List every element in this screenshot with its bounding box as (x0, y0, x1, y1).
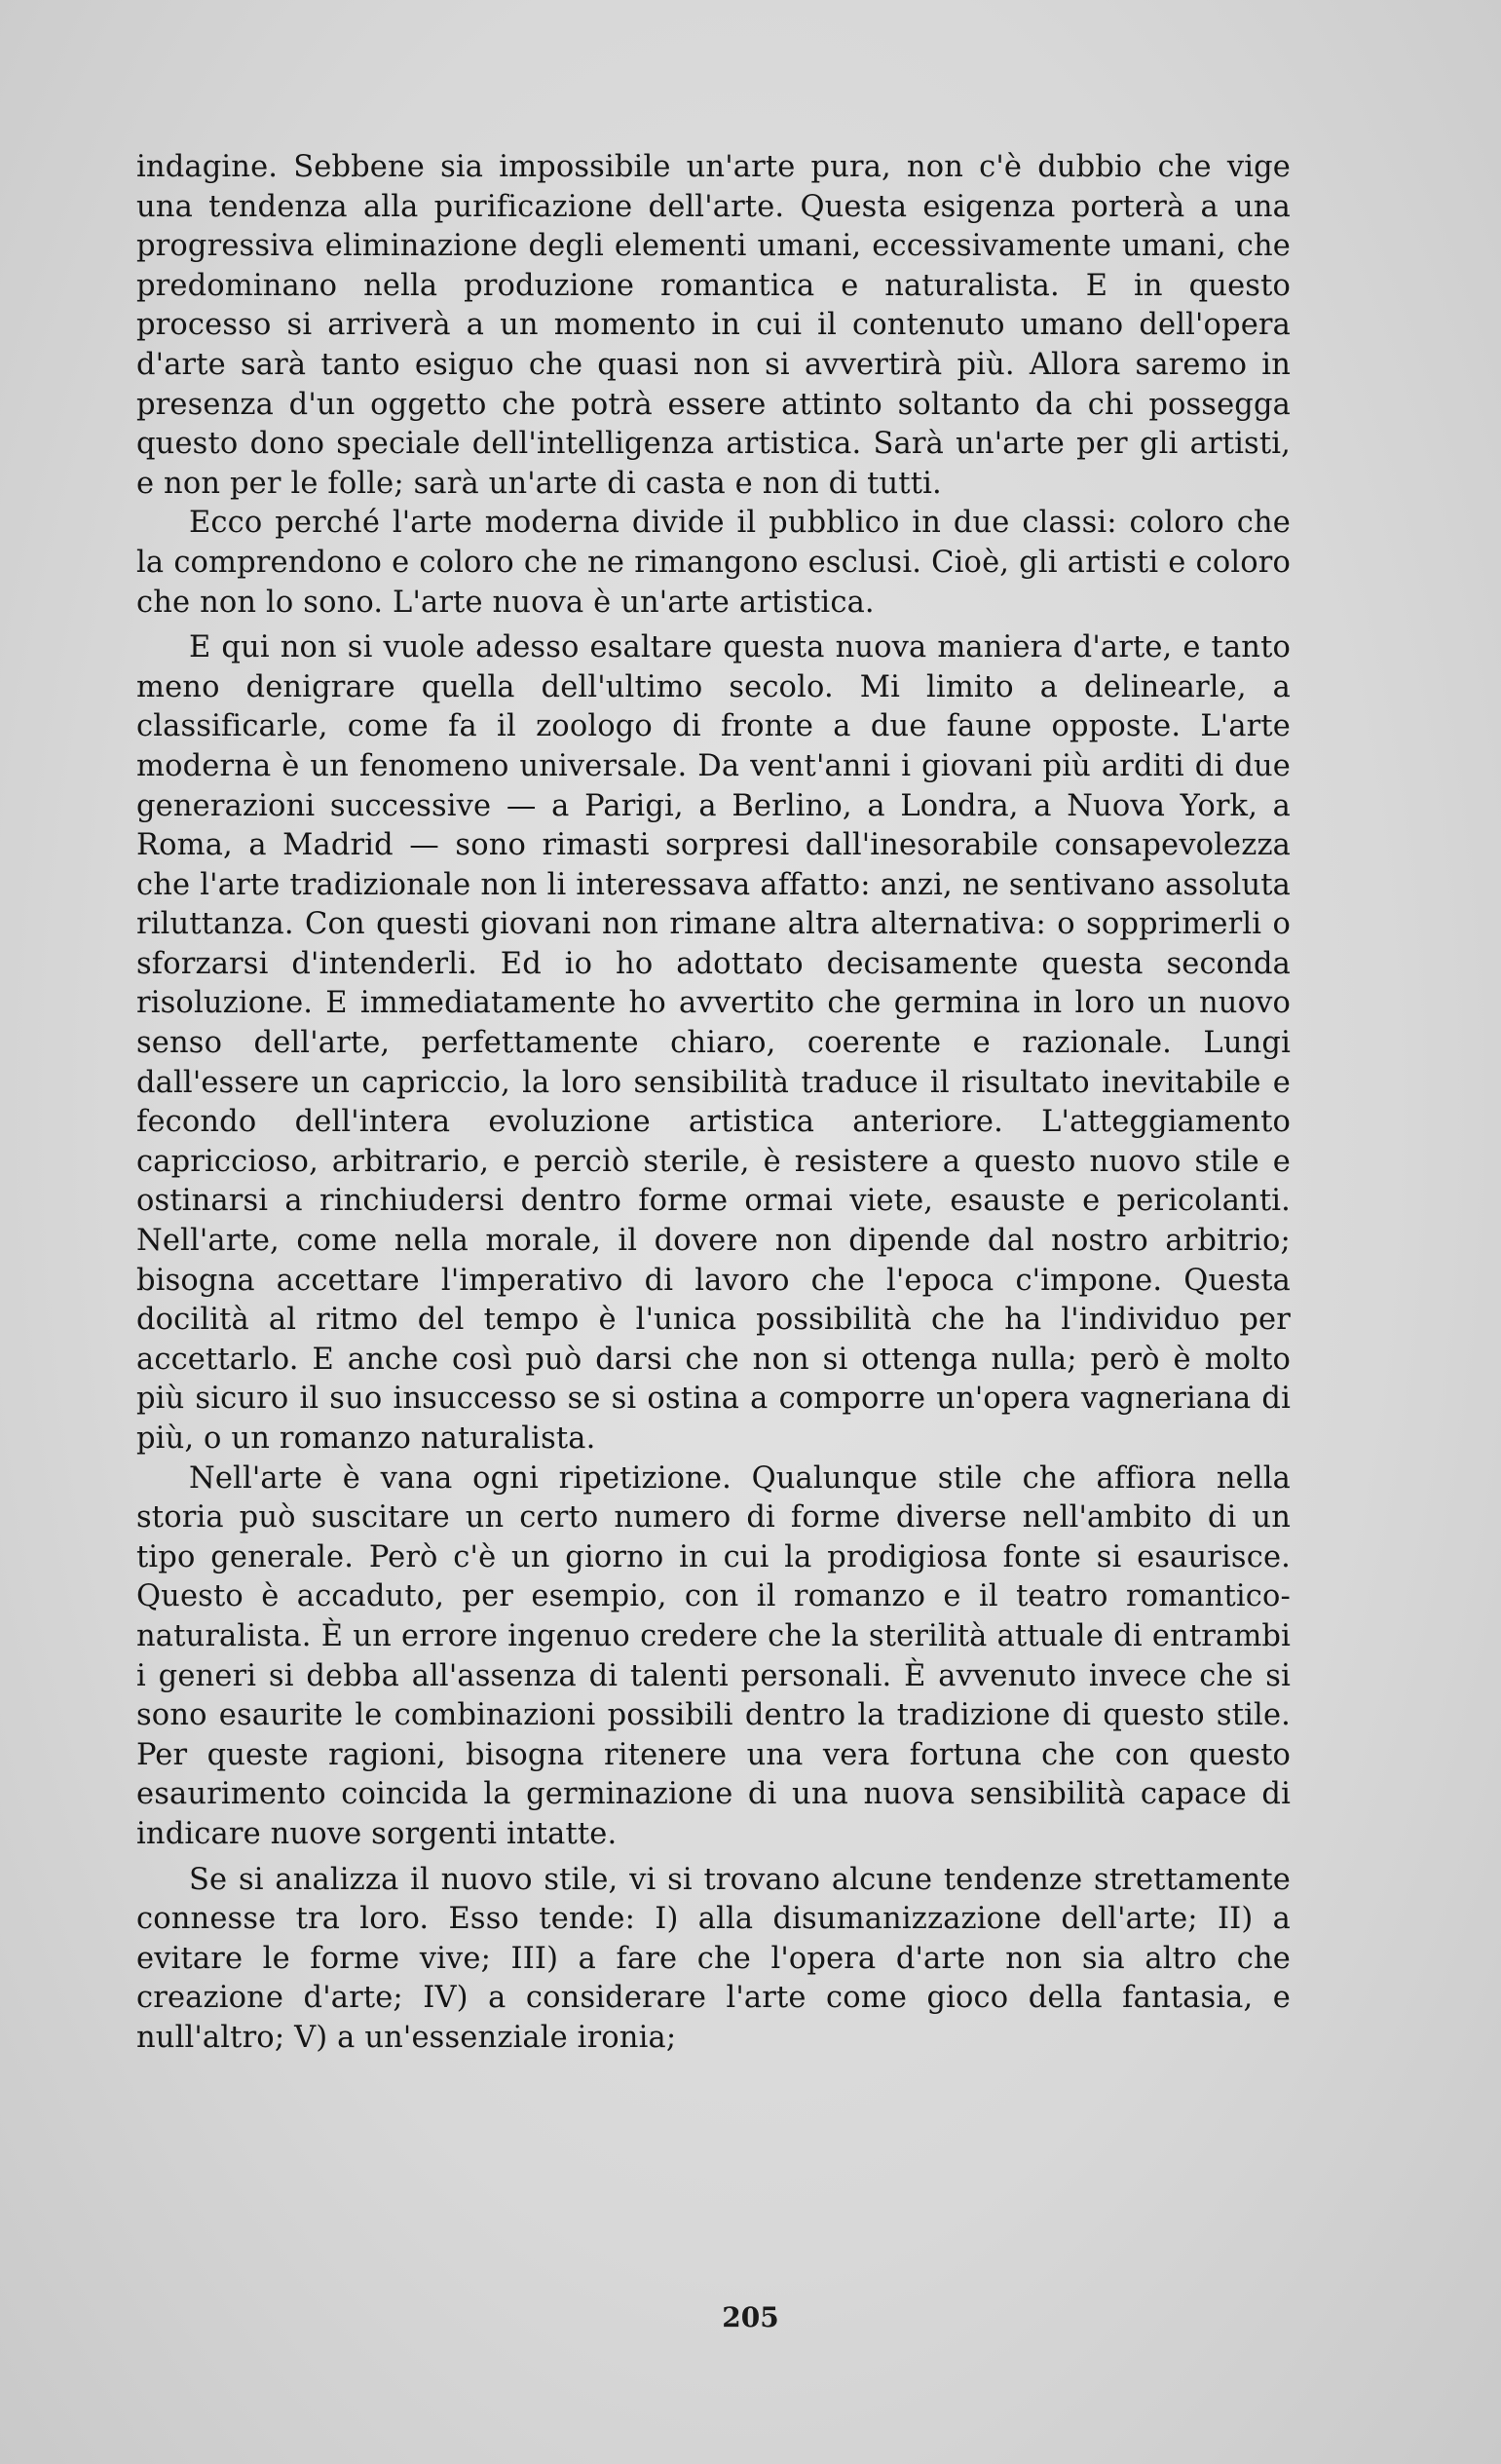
paragraph-3: E qui non si vuole adesso esaltare questa nuova maniera d'arte, e tanto meno denigrare quella dell'ultimo secolo. Mi limito a delinearle, a classificarle, come fa il zoologo di fronte a due faune opposte. L'arte moderna è un fenomeno universale. Da vent'anni i giovani più arditi di due generazioni successive — a Parigi, a Berlino, a Londra, a Nuova York, a Roma, a Madrid — sono rimasti sorpresi dall'inesorabile consapevolezza che l'arte tradizionale non li interessava affatto: anzi, ne sentivano assoluta riluttanza. Con questi giovani non rimane altra alternativa: o sopprimerli o sforzarsi d'intenderli. Ed io ho adottato decisamente questa seconda risoluzione. E immediatamente ho avvertito che germina in loro un nuovo senso dell'arte, perfettamente chiaro, coerente e razionale. Lungi dall'essere un capriccio, la loro sensibilità traduce il risultato inevitabile e fecondo dell'intera evoluzione artistica anteriore. L'atteggiamento capriccioso, arbitrario, e perciò sterile, è resistere a questo nuovo stile e ostinarsi a rinchiudersi dentro forme ormai viete, esauste e pericolanti. Nell'arte, come nella morale, il dovere non dipende dal nostro arbitrio; bisogna accettare l'imperativo di lavoro che l'epoca c'impone. Questa docilità al ritmo del tempo è l'unica possibilità che ha l'individuo per accettarlo. E anche così può darsi che non si ottenga nulla; però è molto più sicuro il suo insuccesso se si ostina a comporre un'opera vagneriana di più, o un romanzo naturalista. (136, 630, 1291, 1456)
paragraph-5: Se si analizza il nuovo stile, vi si trovano alcune tendenze strettamente connesse tra loro. Esso tende: I) alla disumanizzazione dell'arte; II) a evitare le forme vive; III) a fare che l'opera d'arte non sia altro che creazione d'arte; IV) a considerare l'arte come gioco della fantasia, e null'altro; V) a un'essenziale ironia; (136, 1862, 1291, 2055)
paragraph-1: indagine. Sebbene sia impossibile un'arte pura, non c'è dubbio che vige una tendenza alla purificazione dell'arte. Questa esigenza porterà a una progressiva eliminazione degli elementi umani, eccessivamente umani, che predominano nella produzione romantica e naturalista. E in questo processo si arriverà a un momento in cui il contenuto umano dell'opera d'arte sarà tanto esiguo che quasi non si avvertirà più. Allora saremo in presenza d'un oggetto che potrà essere attinto soltanto da chi possegga questo dono speciale dell'intelligenza artistica. Sarà un'arte per gli artisti, e non per le folle; sarà un'arte di casta e non di tutti. (136, 150, 1291, 501)
paragraph-4: Nell'arte è vana ogni ripetizione. Qualunque stile che affiora nella storia può suscitare un certo numero di forme diverse nell'ambito di un tipo generale. Però c'è un giorno in cui la prodigiosa fonte si esaurisce. Questo è accaduto, per esempio, con il romanzo e il teatro romantico-naturalista. È un errore ingenuo credere che la sterilità attuale di entrambi i generi si debba all'assenza di talenti personali. È avvenuto invece che si sono esaurite le combinazioni possibili dentro la tradizione di questo stile. Per queste ragioni, bisogna ritenere una vera fortuna che con questo esaurimento coincida la germinazione di una nuova sensibilità capace di indicare nuove sorgenti intatte. (136, 1460, 1291, 1851)
page-number: 205 (722, 2301, 779, 2333)
body-text (136, 148, 1291, 2059)
paragraph-2: Ecco perché l'arte moderna divide il pubblico in due classi: coloro che la comprendono e coloro che ne rimangono esclusi. Cioè, gli artisti e coloro che non lo sono. L'arte nuova è un'arte artistica. (136, 506, 1291, 620)
